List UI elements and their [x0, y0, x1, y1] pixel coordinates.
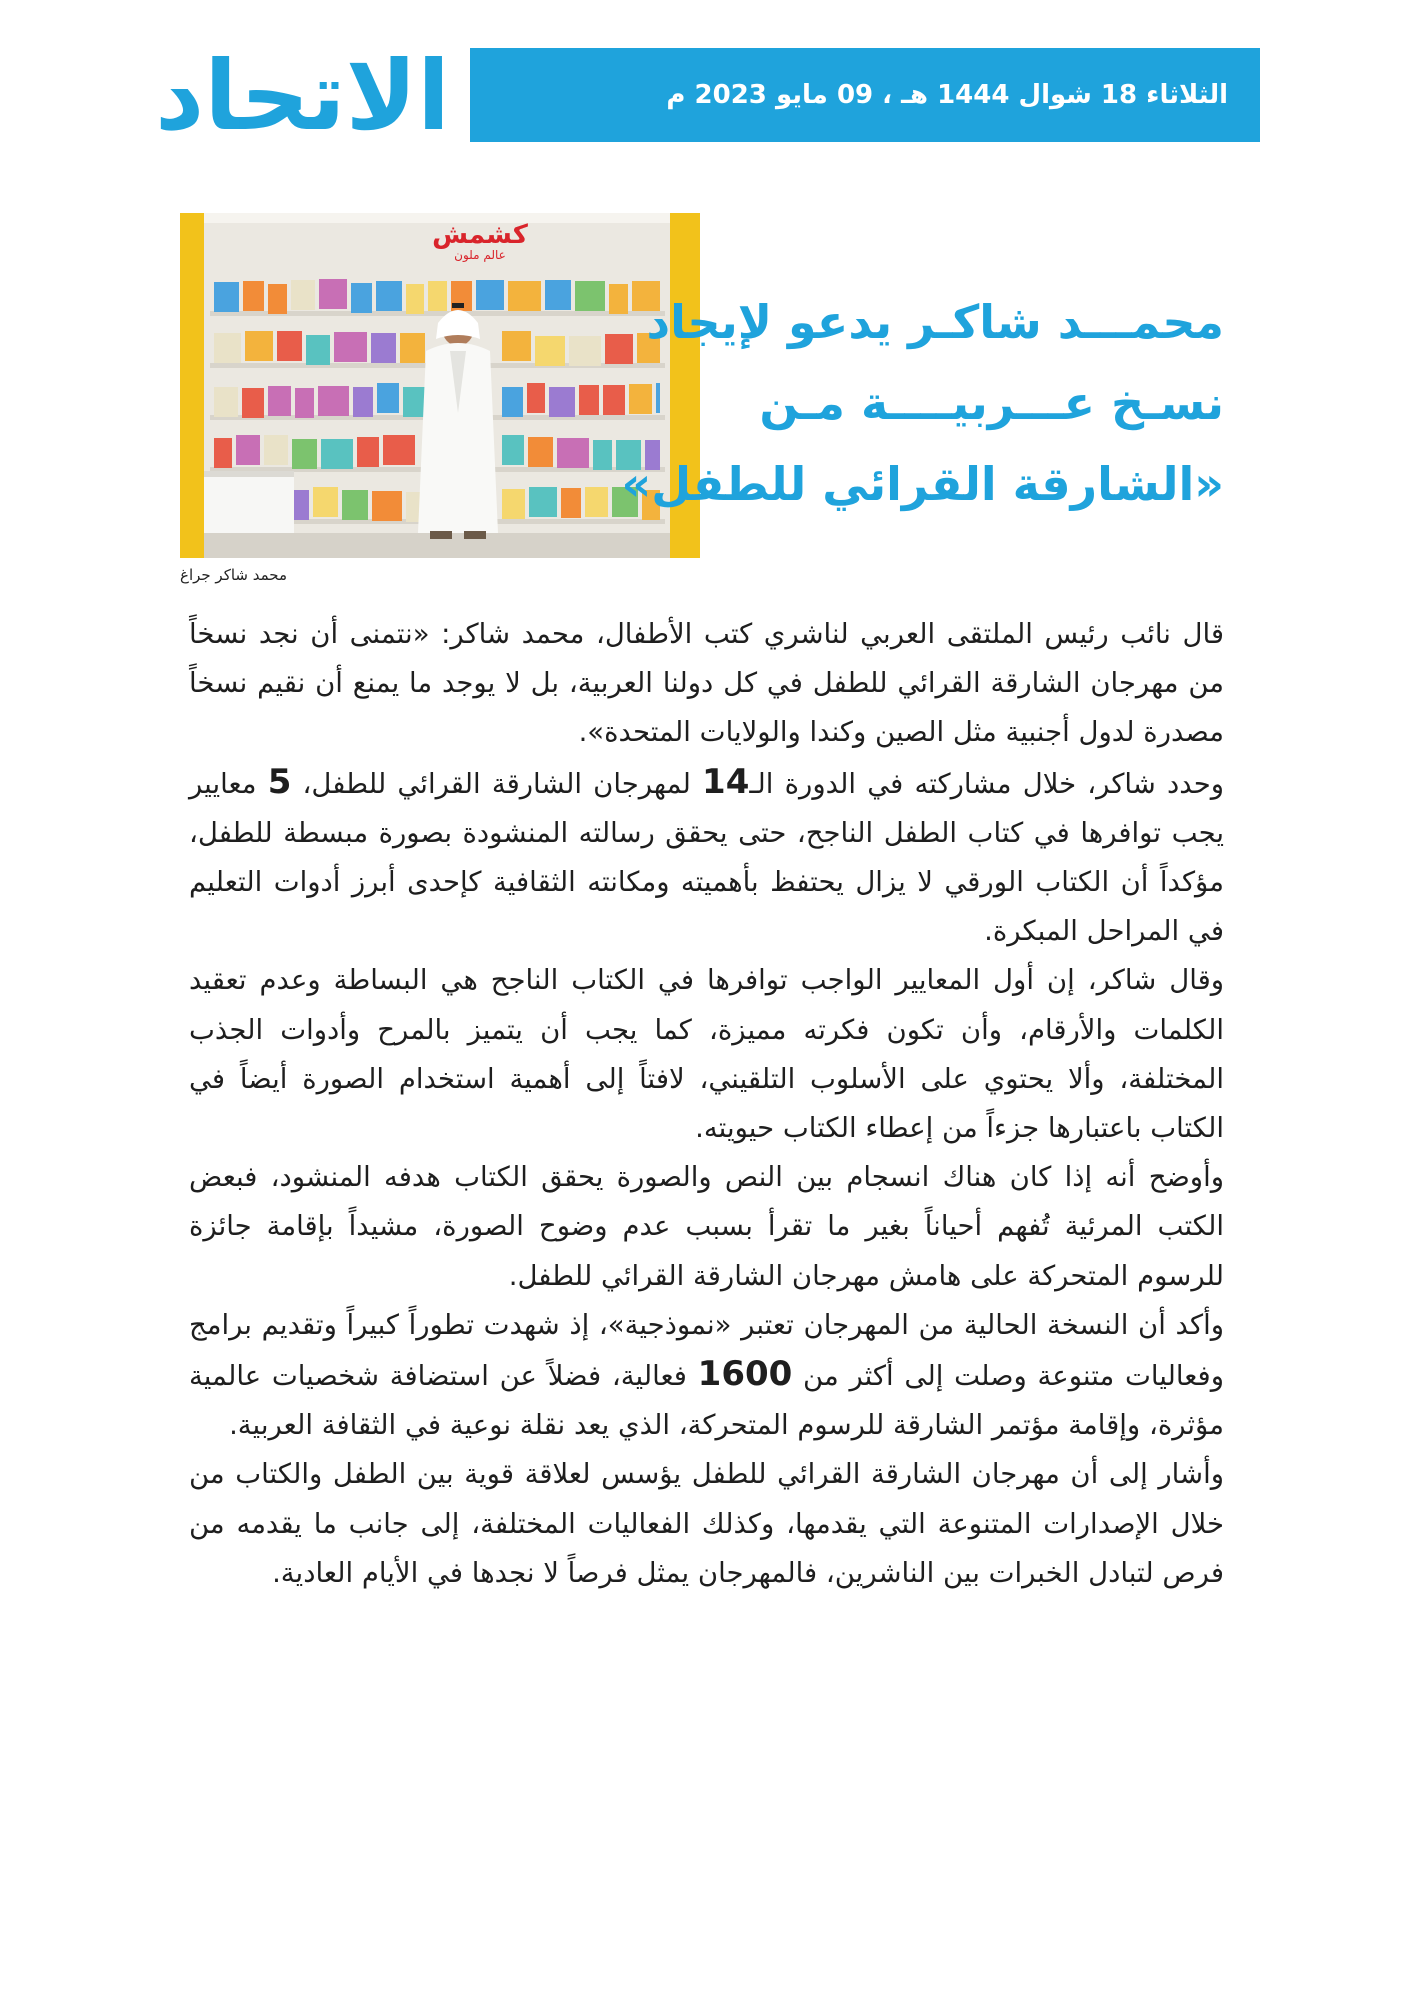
book-cover	[476, 280, 504, 310]
paragraph-2	[189, 758, 1224, 957]
book-cover	[557, 438, 589, 468]
date-bar	[470, 48, 1260, 142]
book-cover	[561, 488, 581, 518]
book-cover	[351, 283, 372, 313]
book-cover	[292, 439, 317, 469]
book-cover	[575, 281, 605, 311]
book-cover	[372, 491, 402, 521]
paragraph-4: وأوضح أنه إذا كان هناك انسجام بين النص والصورة يحقق الكتاب هدفه المنشود، فبعض الكتب المرئية تُفهم أحياناً بغير ما تقرأ بسبب عدم وضوح الصورة، مشيداً بإقامة جائزة للرسوم المتحركة على هامش مهرجان الشارقة القرائي للطفل.	[189, 1161, 1224, 1292]
paragraph-6: وأشار إلى أن مهرجان الشارقة القرائي للطفل يؤسس لعلاقة قوية بين الطفل والكتاب من خلال الإصدارات المتنوعة التي يقدمها، وكذلك الفعاليات المختلفة، إلى جانب ما يقدمه من فرص لتبادل الخبرات بين الناشرين، فالمهرجان يمثل فرصاً لا نجدها في الأيام العادية.	[189, 1458, 1224, 1589]
edition-number: 14	[702, 761, 750, 802]
book-cover	[428, 281, 447, 311]
book-cover	[318, 386, 349, 416]
book-cover	[214, 438, 232, 468]
headline-line-3: «الشارقة القرائي للطفل»	[621, 457, 1224, 511]
book-cover	[268, 284, 287, 314]
book-cover	[377, 383, 399, 413]
book-cover	[376, 281, 402, 311]
book-cover	[508, 281, 541, 311]
newspaper-logo: الاتحاد	[155, 40, 450, 152]
paragraph-5	[189, 1301, 1224, 1451]
book-cover	[609, 284, 628, 314]
book-cover	[295, 388, 314, 418]
book-cover	[502, 331, 531, 361]
issue-date: الثلاثاء 18 شوال 1444 هـ ، 09 مايو 2023 م	[666, 80, 1228, 110]
book-cover	[214, 387, 238, 417]
paragraph-5-part-a: وأكد أن النسخة الحالية من المهرجان تعتبر «نموذجية»، إذ شهدت تطوراً كبيراً وتقديم برامج وفعاليات متنوعة وصلت إلى أكثر من	[189, 1308, 1224, 1393]
book-cover	[656, 383, 660, 413]
book-cover	[603, 385, 625, 415]
book-cover	[245, 331, 273, 361]
book-cover	[342, 490, 368, 520]
book-cover	[264, 435, 288, 465]
headline-line-1: محمـــد شاكـر يدعو لإيجاد	[646, 295, 1224, 349]
book-cover	[528, 437, 553, 467]
paragraph-1: قال نائب رئيس الملتقى العربي لناشري كتب الأطفال، محمد شاكر: «نتمنى أن نجد نسخاً من مهرجان الشارقة القرائي للطفل في كل دولنا العربية، بل لا يوجد ما يمنع أن نقيم نسخاً مصدرة لدول أجنبية مثل الصين وكندا والولايات المتحدة».	[189, 618, 1224, 749]
paragraph-5-part-b: فعالية، فضلاً عن استضافة شخصيات عالمية مؤثرة، وإقامة مؤتمر الشارقة للرسوم المتحركة، الذي يعد نقلة نوعية في الثقافة العربية.	[189, 1360, 1224, 1442]
paragraph-2-part-a: وحدد شاكر، خلال مشاركته في الدورة الـ	[749, 767, 1224, 800]
book-cover	[579, 385, 599, 415]
book-cover	[545, 280, 571, 310]
book-cover	[236, 435, 260, 465]
book-cover	[535, 336, 565, 366]
book-cover	[569, 336, 601, 366]
book-cover	[585, 487, 608, 517]
book-cover	[383, 435, 415, 465]
book-cover	[605, 334, 633, 364]
store-sign-subtext: عالم ملون	[454, 248, 506, 262]
book-cover	[353, 387, 373, 417]
store-sign: كشمش	[432, 220, 528, 250]
book-cover	[313, 487, 338, 517]
book-cover	[502, 387, 523, 417]
book-cover	[502, 435, 524, 465]
book-cover	[527, 383, 545, 413]
book-cover	[306, 335, 330, 365]
yellow-pillar-left	[180, 213, 204, 558]
book-cover	[357, 437, 379, 467]
book-cover	[268, 386, 291, 416]
book-cover	[400, 333, 425, 363]
book-cover	[549, 387, 575, 417]
book-cover	[242, 388, 264, 418]
paragraph-2-part-c: معايير يجب توافرها في كتاب الطفل الناجح، حتى يحقق رسالته المنشودة بصورة مبسطة للطفل، مؤكداً أن الكتاب الورقي لا يزال يحتفظ بأهميته ومكانته الثقافية كإحدى أبرز أدوات التعليم في المراحل المبكرة.	[189, 767, 1224, 948]
book-cover	[593, 440, 612, 470]
events-count: 1600	[697, 1354, 793, 1395]
book-cover	[319, 279, 347, 309]
book-cover	[321, 439, 353, 469]
book-cover	[277, 331, 302, 361]
book-cover	[291, 280, 315, 310]
paragraph-2-part-b: لمهرجان الشارقة القرائي للطفل،	[291, 767, 703, 800]
headline-line-2: نسـخ عـــربيــــة مـن	[759, 376, 1224, 430]
book-cover	[214, 333, 241, 363]
book-cover	[243, 281, 264, 311]
book-cover	[629, 384, 652, 414]
article-body	[189, 610, 1224, 1598]
paragraph-3: وقال شاكر، إن أول المعايير الواجب توافرها في الكتاب الناجح هي البساطة وعدم تعقيد الكلمات والأرقام، وأن تكون فكرته مميزة، كما يجب أن يتميز بالمرح وأدوات الجذب المختلفة، وألا يحتوي على الأسلوب التلقيني، لافتاً إلى أهمية استخدام الصورة أيضاً في الكتاب باعتبارها جزءاً من إعطاء الكتاب حيويته.	[189, 964, 1224, 1145]
photo-caption-wrapper	[180, 566, 692, 584]
criteria-count: 5	[267, 761, 292, 802]
book-cover	[502, 489, 525, 519]
headline	[621, 282, 1224, 525]
book-cover	[371, 333, 396, 363]
book-cover	[214, 282, 239, 312]
book-cover	[406, 284, 424, 314]
photo-caption: محمد شاكر جراغ	[180, 566, 288, 584]
book-cover	[334, 332, 367, 362]
book-cover	[529, 487, 557, 517]
